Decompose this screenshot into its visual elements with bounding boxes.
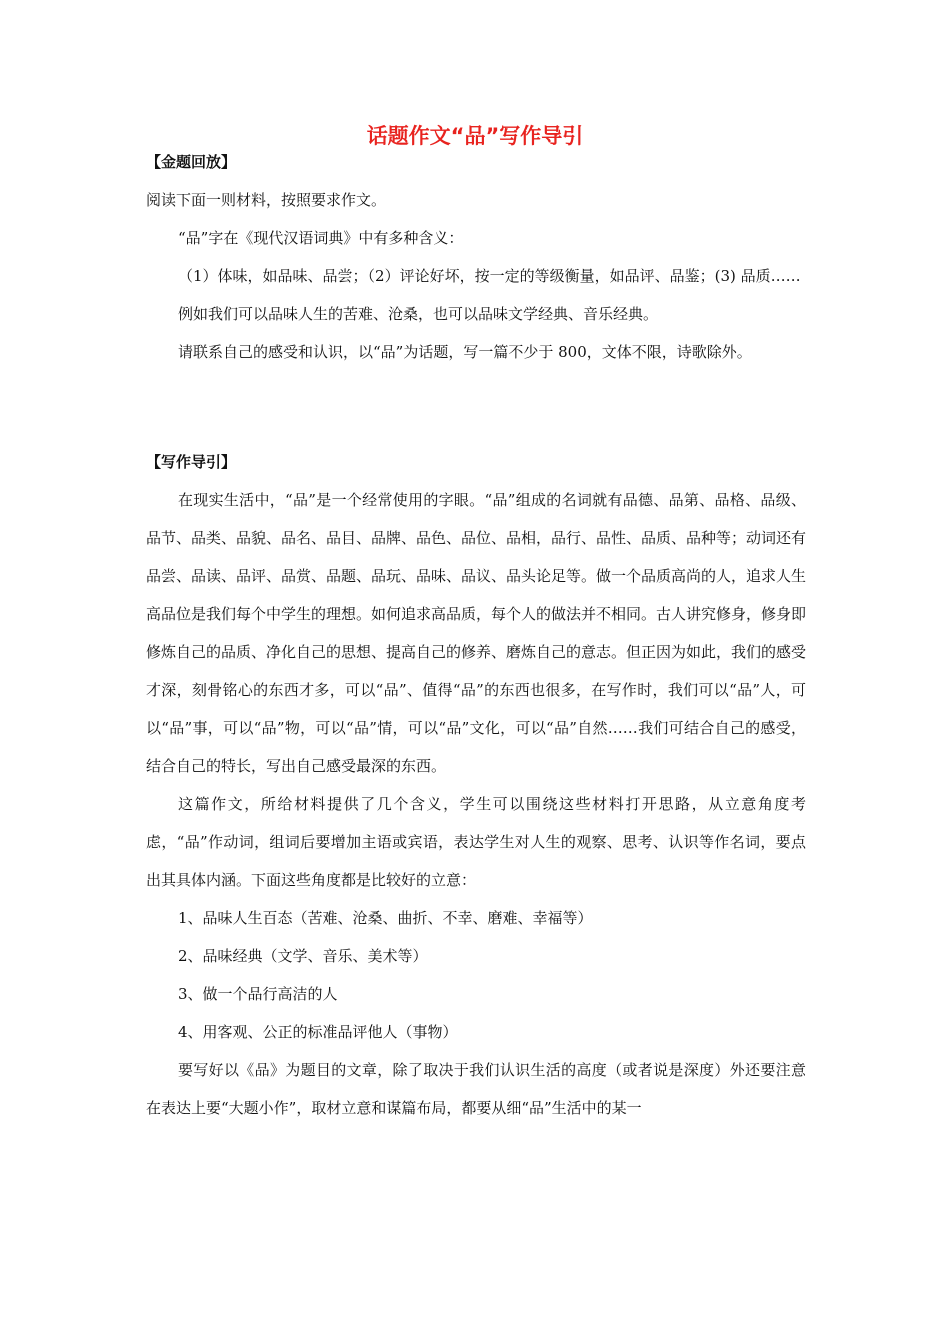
list-item: 3、做一个品行高洁的人 <box>178 985 338 1003</box>
paragraph: 在现实生活中，“品”是一个经常使用的字眼。“品”组成的名词就有品德、品第、品格、品级、品节、品类、品貌、品名、品目、品牌、品色、品位、品相，品行、品性、品质、品种等；动词还有品尝、品读、品评、品赏、品题、品玩、品味、品议、品头论足等。做一个品质高尚的人，追求人生高品位是我们每个中学生的理想。如何追求高品质，每个人的做法并不相同。古人讲究修身，修身即修炼自己的品质、净化自己的思想、提高自己的修养、磨炼自己的意志。但正因为如此，我们的感受才深，刻骨铭心的东西才多，可以“品”、值得“品”的东西也很多，在写作时，我们可以“品”人，可以“品”事，可以“品”物，可以“品”情，可以“品”文化，可以“品”自然……我们可结合自己的感受，结合自己的特长，写出自己感受最深的东西。 <box>146 491 807 775</box>
list-item: 4、用客观、公正的标准品评他人（事物） <box>178 1023 458 1041</box>
paragraph: 请联系自己的感受和认识，以“品”为话题，写一篇不少于 800，文体不限，诗歌除外。 <box>178 343 752 361</box>
section-heading-review: 【金题回放】 <box>146 153 237 171</box>
section-writing-guide <box>146 451 806 1127</box>
paragraph: 例如我们可以品味人生的苦难、沧桑，也可以品味文学经典、音乐经典。 <box>178 305 659 323</box>
paragraph: “品”字在《现代汉语词典》中有多种含义： <box>178 229 464 247</box>
paragraph: 这篇作文，所给材料提供了几个含义，学生可以围绕这些材料打开思路，从立意角度考虑，“品”作动词，组词后要增加主语或宾语，表达学生对人生的观察、思考、认识等作名词，要点出其具体内涵。下面这些角度都是比较好的立意： <box>146 795 806 889</box>
paragraph: 要写好以《品》为题目的文章，除了取决于我们认识生活的高度（或者说是深度）外还要注意在表达上要“大题小作”，取材立意和谋篇布局，都要从细“品”生活中的某一 <box>146 1061 806 1117</box>
section-golden-review <box>146 151 806 371</box>
list-item: 1、品味人生百态（苦难、沧桑、曲折、不幸、磨难、幸福等） <box>178 909 593 927</box>
paragraph: 阅读下面一则材料，按照要求作文。 <box>146 191 387 209</box>
section-heading-guide: 【写作导引】 <box>146 453 237 471</box>
paragraph: （1）体味，如品味、品尝；（2）评论好坏，按一定的等级衡量，如品评、品鉴；(3) 品质…… <box>178 267 801 285</box>
document-title: 话题作文“品”写作导引 <box>366 124 584 148</box>
list-item: 2、品味经典（文学、音乐、美术等） <box>178 947 428 965</box>
